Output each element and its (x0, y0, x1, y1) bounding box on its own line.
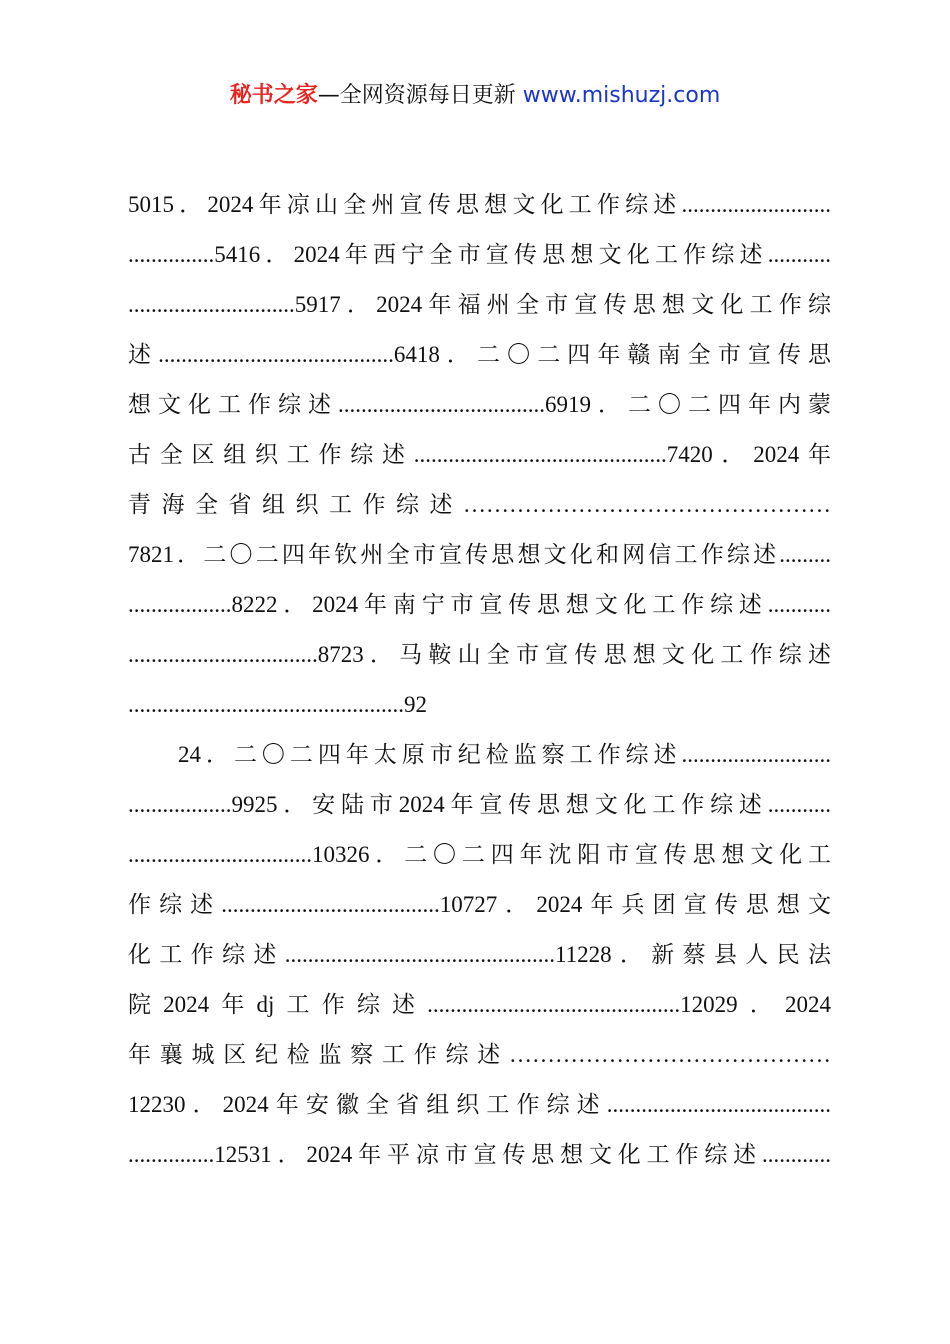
toc-line: ...............5416．2024年西宁全市宣传思想文化工作综述........... (128, 242, 831, 267)
toc-line: 作综述......................................10727．2024年兵团宣传思想文 (128, 892, 831, 917)
toc-line: .................................8723．马鞍山全市宣传思想文化工作综述 (128, 642, 831, 667)
toc-body (128, 180, 831, 1180)
toc-line: ...............12531．2024年平凉市宣传思想文化工作综述............ (128, 1142, 831, 1167)
toc-line: 述.........................................6418．二〇二四年赣南全市宣传思 (128, 342, 831, 367)
toc-line: 5015．2024年凉山全州宣传思想文化工作综述.......................... (128, 192, 831, 217)
toc-line: 24．二〇二四年太原市纪检监察工作综述.......................... (178, 742, 831, 767)
toc-line: 年襄城区纪检监察工作综述…………………………………… (128, 1042, 831, 1067)
toc-line: 想文化工作综述....................................6919．二〇二四年内蒙 (128, 392, 831, 417)
toc-line: ..................9925．安陆市2024年宣传思想文化工作综述........... (128, 792, 831, 817)
toc-line: ..................8222．2024年南宁市宣传思想文化工作综述........... (128, 592, 831, 617)
toc-line: 12230．2024年安徽全省组织工作综述....................................... (128, 1092, 831, 1117)
toc-line: 院2024年dj工作综述............................................12029．2024 (128, 992, 831, 1017)
site-tagline: —全网资源每日更新 (317, 83, 516, 108)
site-url-link[interactable]: www.mishuzj.com (522, 83, 721, 108)
toc-line: 7821．二〇二四年钦州全市宣传思想文化和网信工作综述......... (128, 542, 831, 567)
site-header (0, 80, 950, 112)
toc-line: .............................5917．2024年福州全市宣传思想文化工作综 (128, 292, 831, 317)
toc-line: 化工作综述...............................................11228．新蔡县人民法 (128, 942, 831, 967)
site-brand: 秘书之家 (229, 83, 318, 108)
toc-line: ................................10326．二〇二四年沈阳市宣传思想文化工 (128, 842, 831, 867)
toc-line: ................................................92 (128, 692, 427, 717)
toc-line: 青海全省组织工作综述………………………………………… (128, 492, 831, 517)
toc-line: 古全区组织工作综述............................................7420．2024年 (128, 442, 831, 467)
